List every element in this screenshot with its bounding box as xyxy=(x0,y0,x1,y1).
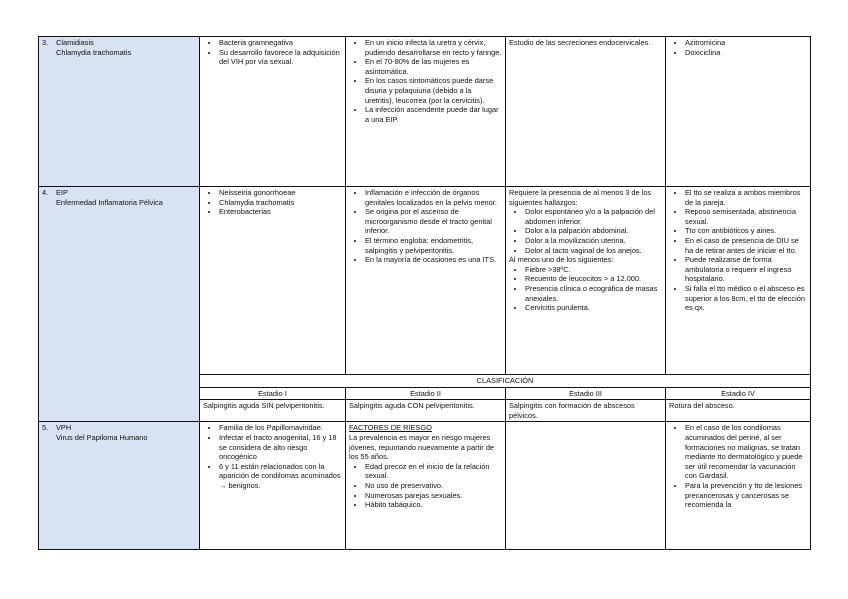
list-item: • Dolor a la movilización uterina. xyxy=(525,236,662,246)
diagnosis-cell xyxy=(506,422,666,550)
list-item: • Si falla el tto médico o el absceso es superior a los 8cm, el tto de elección es qx. xyxy=(685,284,807,313)
stage-label: Estadio III xyxy=(506,387,666,400)
stage-description: Rotura del absceso. xyxy=(666,400,811,422)
list-item: • Inflamación e infección de órganos genitales localizados en la pelvis menor. xyxy=(365,188,502,207)
list-item: • Bacteria gramnegativa xyxy=(219,38,342,48)
disease-number: 4. xyxy=(42,188,49,197)
clinical-cell xyxy=(346,422,506,550)
disease-subname: Chlamydia trachomatis xyxy=(56,47,132,57)
list-item: • Dolor al tacto vaginal de los anejos. xyxy=(525,246,662,256)
stage-label: Estadio IV xyxy=(666,387,811,400)
disease-subname: Virus del Papiloma Humano xyxy=(56,432,148,442)
list-item: • Tto con antibióticos y aines. xyxy=(685,226,807,236)
list-item: • Enterobacterias xyxy=(219,207,342,217)
stage-description: Salpingitis con formación de abscesos pélvicos. xyxy=(506,400,666,422)
disease-name: Clamidiasis xyxy=(56,38,94,47)
etiology-cell xyxy=(200,37,346,187)
list-item: • En el 70-80% de las mujeres es asintomática. xyxy=(365,57,502,76)
list-item: • En los casos sintomáticos puede darse disuria y polaquiuria (debido a la uretritis), leucorrea (por la cervicitis). xyxy=(365,76,502,105)
risk-factors-heading: FACTORES DE RIESGO xyxy=(349,423,432,433)
disease-subname: Enfermedad Inflamatoria Pélvica xyxy=(56,197,163,207)
list-item: • Hábito tabáquico. xyxy=(365,500,502,510)
list-item: • Doxiciclina xyxy=(685,48,807,58)
diagnosis-cell xyxy=(506,187,666,375)
treatment-cell xyxy=(666,187,811,375)
clinical-cell xyxy=(346,37,506,187)
list-item: • En el caso de los condilomas acuminados del periné, al ser formaciones no malignas, se tratan mediante tto dermatológico y puede ser útil recomendar la vacunación con Gardasil. xyxy=(685,423,807,481)
treatment-cell xyxy=(666,37,811,187)
diagnosis-mid: Al menos uno de los siguientes: xyxy=(509,255,614,265)
disease-number: 5. xyxy=(42,423,49,433)
list-item: • Fiebre >38ºC. xyxy=(525,265,662,275)
diagnosis-intro: Requiere la presencia de al menos 3 de los siguientes hallazgos: xyxy=(509,188,652,207)
disease-number: 3. xyxy=(42,38,49,47)
classification-title: CLASIFICACIÓN xyxy=(200,375,811,388)
row-vph xyxy=(39,422,811,550)
list-item: • Presencia clínica o ecográfica de masas anexiales. xyxy=(525,284,662,303)
disease-name-cell xyxy=(39,37,200,187)
list-item: • En el caso de presencia de DIU se ha de retirar antes de iniciar el tto. xyxy=(685,236,807,255)
list-item: • Reposo semisentada, abstinencia sexual. xyxy=(685,207,807,226)
list-item: • No uso de preservativo. xyxy=(365,481,502,491)
stage-description: Salpingitis aguda CON pelviperitonitis. xyxy=(346,400,506,422)
list-item: • Neisseiria gonorrhoeae xyxy=(219,188,342,198)
list-item: • Para la prevención y tto de lesiones precancerosas y cancerosas se recomienda la xyxy=(685,481,807,510)
risk-factors-paragraph: La prevalencia es mayor en riesgo mujeres jóvenes, repuntando nuevamente a partir de los 55 años. xyxy=(349,432,495,462)
disease-name-cell xyxy=(39,187,200,422)
list-item: • Recuento de leucocitos > a 12.000. xyxy=(525,274,662,284)
list-item: • La infección ascendente puede dar lugar a una EIP. xyxy=(365,105,502,124)
stage-label: Estadio II xyxy=(346,387,506,400)
clinical-cell xyxy=(346,187,506,375)
list-item: • Azitromicina xyxy=(685,38,807,48)
disease-name: VPH xyxy=(56,423,72,433)
diagnosis-cell: Estudio de las secreciones endocervicales. xyxy=(506,37,666,187)
list-item: • Puede realizarse de forma ambulatoria o requerir el ingreso hospitalario. xyxy=(685,255,807,284)
list-item: • El tto se realiza a ambos miembros de la pareja. xyxy=(685,188,807,207)
disease-name-cell xyxy=(39,422,200,550)
list-item: • Dolor a la palpación abdominal. xyxy=(525,226,662,236)
stage-label: Estadio I xyxy=(200,387,346,400)
list-item: • En la mayoría de ocasiones es una ITS. xyxy=(365,255,502,265)
list-item: • Familia de los Papillomaviridae. xyxy=(219,423,342,433)
treatment-cell xyxy=(666,422,811,550)
disease-name: EIP xyxy=(56,188,68,197)
list-item: • El término engloba: endometritis, salpingitis y pelviperitonitis. xyxy=(365,236,502,255)
list-item: • Edad precoz en el inicio de la relación sexual. xyxy=(365,462,502,481)
list-item: • En un inicio infecta la uretra y cérvix, pudiendo desarrollarse en recto y faringe. xyxy=(365,38,502,57)
list-item: • Numerosas parejas sexuales. xyxy=(365,491,502,501)
list-item: • Dolor espontáneo y/o a la palpación del abdomen inferior. xyxy=(525,207,662,226)
etiology-cell xyxy=(200,187,346,375)
etiology-cell xyxy=(200,422,346,550)
list-item: • Infectar el tracto anogenital, 16 y 18 se considera de alto riesgo oncogénico xyxy=(219,433,342,462)
list-item: • 6 y 11 están relacionados con la aparición de condilomas acuminados → benignos. xyxy=(219,462,342,491)
row-chlamydia xyxy=(39,37,811,187)
list-item: • Su desarrollo favorece la adquisición del VIH por vía sexual. xyxy=(219,48,342,67)
list-item: • Cervicitis purulenta. xyxy=(525,303,662,313)
row-eip xyxy=(39,187,811,375)
list-item: • Chlamydia trachomatis xyxy=(219,198,342,208)
disease-table xyxy=(38,36,811,550)
list-item: • Se origina por el ascenso de microorganismo desde el tracto genital inferior. xyxy=(365,207,502,236)
stage-description: Salpingitis aguda SIN pelviperitonitis. xyxy=(200,400,346,422)
